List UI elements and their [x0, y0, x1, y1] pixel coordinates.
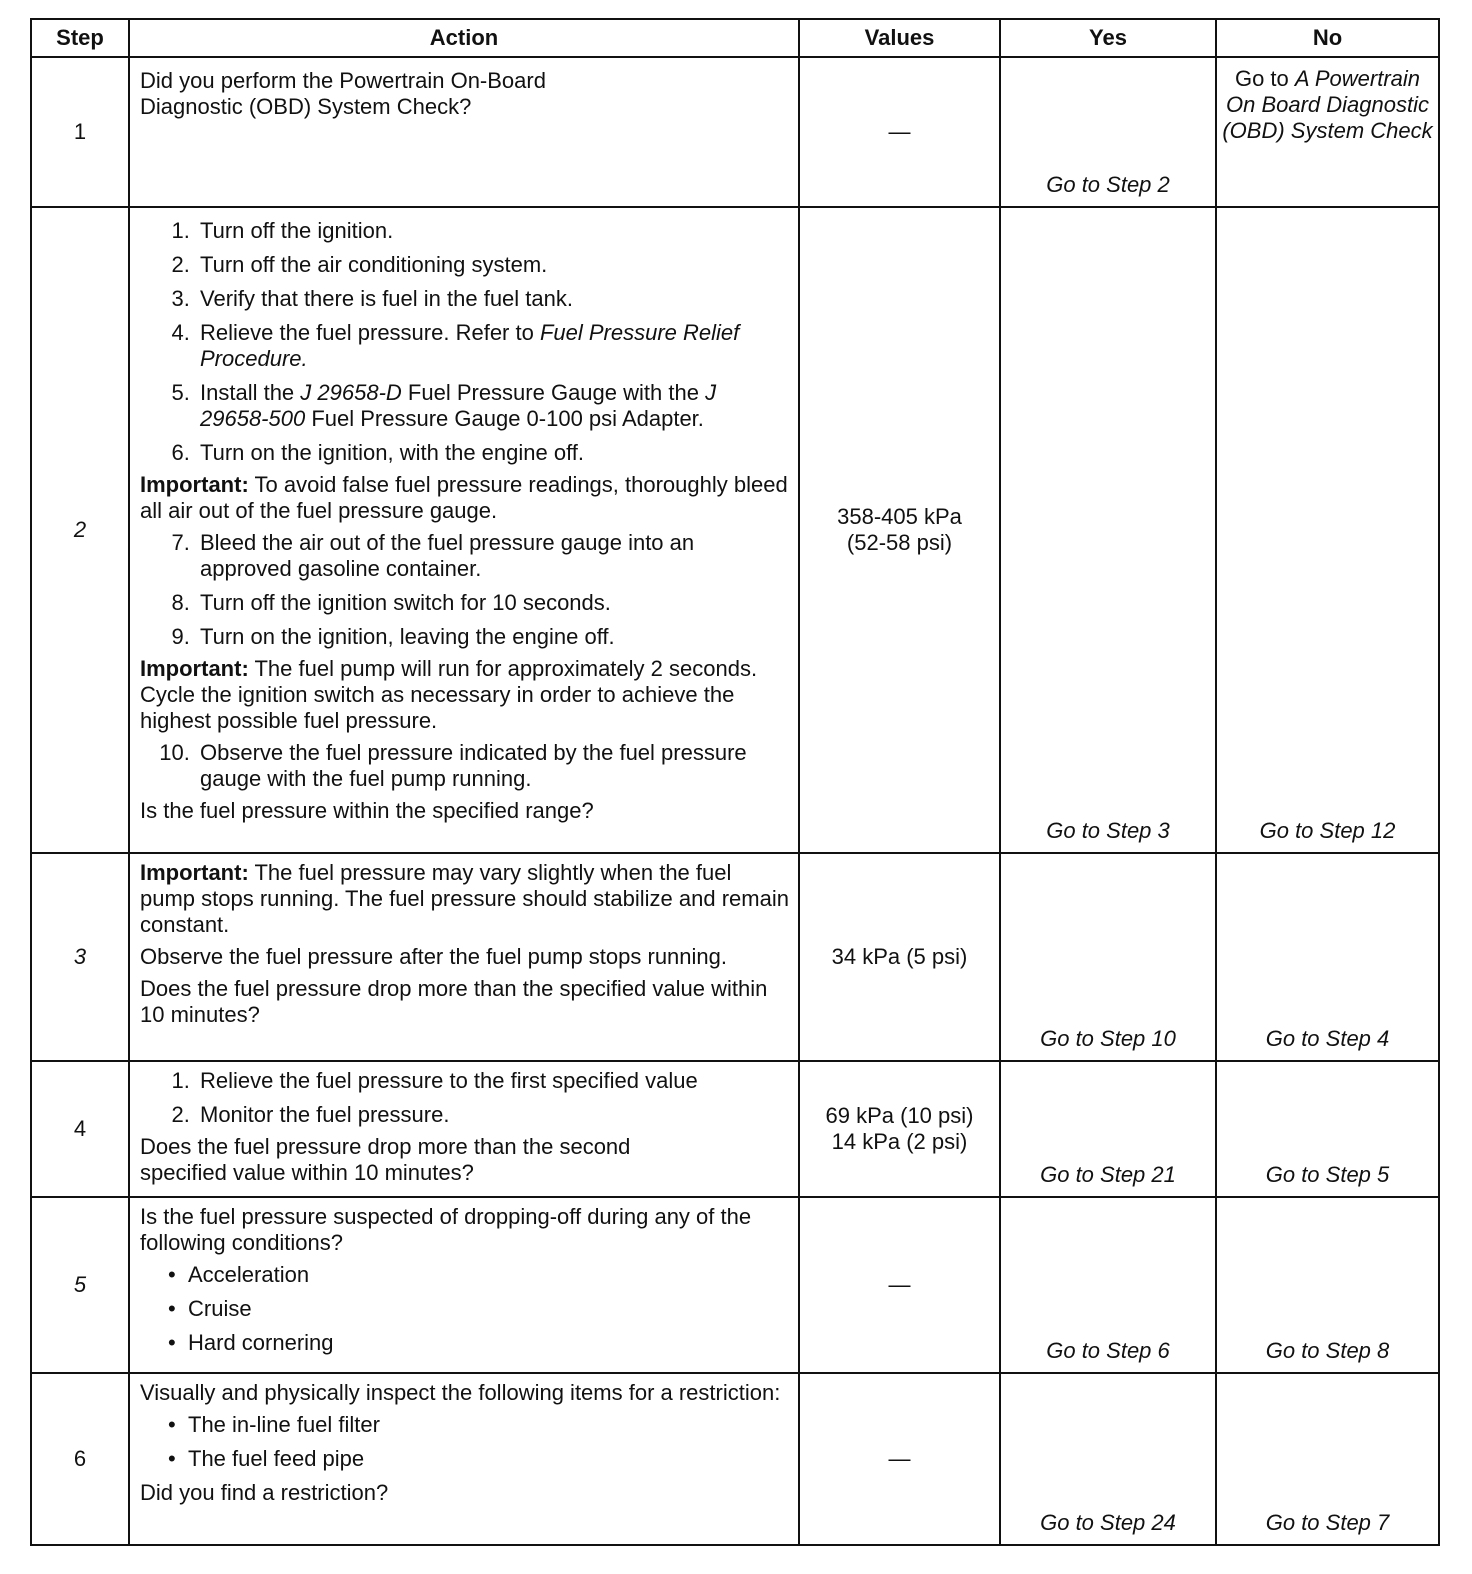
important-text: To avoid false fuel pressure readings, thoroughly bleed all air out of the fuel pressure gauge. [140, 472, 788, 523]
action-cell [129, 1197, 799, 1373]
header-yes: Yes [1000, 19, 1216, 57]
yes-cell: Go to Step 6 [1000, 1197, 1216, 1373]
step-number: 6 [31, 1373, 129, 1545]
list-item: 9. Turn on the ignition, leaving the engine off. [196, 624, 790, 650]
list-item: 2. Turn off the air conditioning system. [196, 252, 790, 278]
no-cell: Go to Step 4 [1216, 853, 1439, 1061]
action-steps-c [140, 740, 790, 792]
values-cell [799, 1061, 1000, 1197]
important-label: Important: [140, 472, 249, 497]
values-cell: 34 kPa (5 psi) [799, 853, 1000, 1061]
list-item: 1. Relieve the fuel pressure to the first specified value [196, 1068, 790, 1094]
yes-cell: Go to Step 24 [1000, 1373, 1216, 1545]
header-values: Values [799, 19, 1000, 57]
table-row-step-4 [31, 1061, 1439, 1197]
header-row [31, 19, 1439, 57]
condition-list [140, 1262, 790, 1356]
no-cell: Go to Step 8 [1216, 1197, 1439, 1373]
list-item: 2. Monitor the fuel pressure. [196, 1102, 790, 1128]
action-question: Is the fuel pressure within the specified range? [140, 798, 594, 823]
table-row-step-2 [31, 207, 1439, 853]
header-no: No [1216, 19, 1439, 57]
list-item [196, 380, 790, 432]
important-label: Important: [140, 656, 249, 681]
tool-reference: J 29658-D [300, 380, 402, 405]
action-cell [129, 207, 799, 853]
action-instruction: Observe the fuel pressure after the fuel pump stops running. [140, 944, 727, 969]
list-item: 8. Turn off the ignition switch for 10 seconds. [196, 590, 790, 616]
header-step: Step [31, 19, 129, 57]
values-cell: — [799, 1373, 1000, 1545]
list-item: 10. Observe the fuel pressure indicated by the fuel pressure gauge with the fuel pump running. [196, 740, 790, 792]
action-cell [129, 1061, 799, 1197]
important-note [140, 656, 790, 734]
list-item: • The in-line fuel filter [188, 1412, 790, 1438]
item-text: Relieve the fuel pressure. Refer to [200, 320, 540, 345]
list-item: 6. Turn on the ignition, with the engine off. [196, 440, 790, 466]
action-steps-a [140, 218, 790, 466]
values-cell: — [799, 1197, 1000, 1373]
values-cell [799, 207, 1000, 853]
step-number: 5 [31, 1197, 129, 1373]
action-cell [129, 57, 799, 207]
step-number: 1 [31, 57, 129, 207]
important-text: The fuel pump will run for approximately 2 seconds. Cycle the ignition switch as necessary in order to achieve the highest possible fuel pressure. [140, 656, 758, 733]
no-prefix: Go to [1234, 66, 1295, 91]
list-item: 1. Turn off the ignition. [196, 218, 790, 244]
table-row-step-3 [31, 853, 1439, 1061]
list-item [196, 320, 790, 372]
list-item: • The fuel feed pipe [188, 1446, 790, 1472]
procedure-reference: Fuel Pressure Relief Procedure. [200, 320, 740, 371]
step-number: 3 [31, 853, 129, 1061]
values-cell: — [799, 57, 1000, 207]
important-note [140, 472, 790, 524]
no-cell: Go to Step 7 [1216, 1373, 1439, 1545]
item-text: Install the [200, 380, 301, 405]
no-reference: A Powertrain On Board Diagnostic (OBD) System Check [1222, 66, 1433, 143]
action-instruction: Visually and physically inspect the following items for a restriction: [140, 1380, 781, 1405]
step-number: 4 [31, 1061, 129, 1197]
yes-cell: Go to Step 3 [1000, 207, 1216, 853]
action-question: Does the fuel pressure drop more than the specified value within 10 minutes? [140, 976, 768, 1027]
action-steps-b [140, 530, 790, 650]
yes-cell: Go to Step 21 [1000, 1061, 1216, 1197]
no-cell: Go to Step 5 [1216, 1061, 1439, 1197]
action-question: Is the fuel pressure suspected of dropping-off during any of the following conditions? [140, 1204, 752, 1255]
yes-cell: Go to Step 10 [1000, 853, 1216, 1061]
diagnostic-table [30, 18, 1440, 1546]
list-item: • Acceleration [188, 1262, 790, 1288]
table-row-step-5 [31, 1197, 1439, 1373]
action-question: Does the fuel pressure drop more than the second specified value within 10 minutes? [140, 1134, 631, 1185]
no-cell [1216, 57, 1439, 207]
list-item: 3. Verify that there is fuel in the fuel tank. [196, 286, 790, 312]
inspection-list [140, 1412, 790, 1472]
action-question: Did you perform the Powertrain On-Board Diagnostic (OBD) System Check? [140, 68, 546, 119]
table-row-step-6 [31, 1373, 1439, 1545]
value-line: 358-405 kPa [837, 504, 962, 529]
action-cell [129, 1373, 799, 1545]
table-row-step-1 [31, 57, 1439, 207]
value-line: (52-58 psi) [846, 530, 953, 555]
list-item: 7. Bleed the air out of the fuel pressure gauge into an approved gasoline container. [196, 530, 790, 582]
important-label: Important: [140, 860, 249, 885]
action-question: Did you find a restriction? [140, 1480, 389, 1505]
list-item: • Hard cornering [188, 1330, 790, 1356]
no-cell: Go to Step 12 [1216, 207, 1439, 853]
value-line: 69 kPa (10 psi) [825, 1103, 974, 1128]
list-item: • Cruise [188, 1296, 790, 1322]
value-line: 14 kPa (2 psi) [831, 1129, 968, 1154]
item-text: Fuel Pressure Gauge 0-100 psi Adapter. [305, 406, 704, 431]
action-steps [140, 1068, 790, 1128]
yes-cell: Go to Step 2 [1000, 57, 1216, 207]
header-action: Action [129, 19, 799, 57]
important-text: The fuel pressure may vary slightly when the fuel pump stops running. The fuel pressure should stabilize and remain constant. [140, 860, 789, 937]
important-note [140, 860, 790, 938]
item-text: Fuel Pressure Gauge with the [401, 380, 706, 405]
tool-reference: J 29658-500 [200, 380, 717, 431]
step-number: 2 [31, 207, 129, 853]
action-cell [129, 853, 799, 1061]
